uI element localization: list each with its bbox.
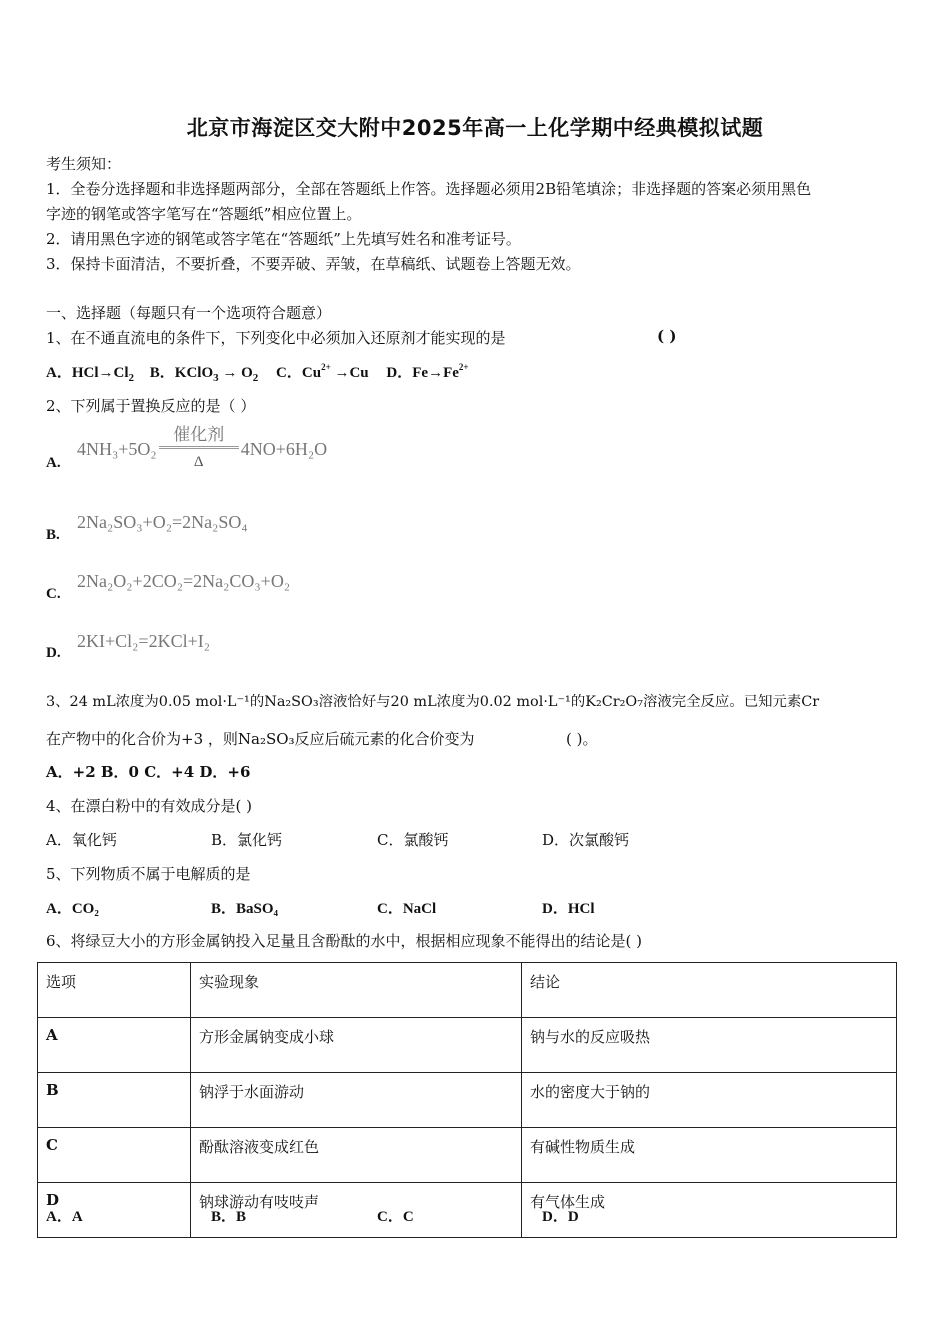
q2-a-heat: Δ (193, 454, 204, 470)
table-cell: B (38, 1073, 191, 1128)
q6-option-b: B．B (211, 1209, 247, 1225)
q5-option-b: B．BaSO₄ (211, 901, 279, 917)
q3-stem-line-2: 在产物中的化合价为+3 ，则Na₂SO₃反应后硫元素的化合价变为 (46, 730, 475, 748)
table-row (38, 1018, 897, 1073)
notice-heading: 考生须知： (46, 155, 122, 173)
q1-b-text: KClO (174, 365, 214, 381)
q5-stem: 5、下列物质不属于电解质的是 (46, 865, 251, 883)
table-cell: A (38, 1018, 191, 1073)
q1-d-label: D． (386, 365, 413, 381)
notice-line-1b: 字迹的钢笔或答字笔写在“答题纸”相应位置上。 (46, 205, 362, 223)
q1-b-sub2: 2 (252, 372, 259, 384)
table-cell: D (38, 1183, 191, 1238)
q6-option-c: C．C (377, 1209, 414, 1225)
header-cell-option: 选项 (38, 963, 191, 1018)
page-title: 北京市海淀区交大附中2025年高一上化学期中经典模拟试题 (186, 116, 764, 140)
q2-a-condition (159, 424, 239, 475)
q2-d-equation: 2KI+Cl₂=2KCl+I₂ (77, 631, 211, 651)
q1-b-sub1: 3 (213, 372, 219, 384)
table-row (38, 1183, 897, 1238)
q1-b-text2: → O (218, 365, 253, 381)
header-cell-conclusion: 结论 (522, 963, 897, 1018)
table-cell: 钠浮于水面游动 (191, 1073, 522, 1128)
table-header-row (38, 963, 897, 1018)
table-cell: 方形金属钠变成小球 (191, 1018, 522, 1073)
notice-line-1a: 1．全卷分选择题和非选择题两部分，全部在答题纸上作答。选择题必须用2B铅笔填涂；非选择题的答案必须用黑色 (46, 180, 812, 198)
q2-a-equation (77, 424, 327, 475)
q4-option-c: C．氯酸钙 (377, 831, 449, 849)
q2-a-left: 4NH₃+5O₂ (77, 439, 157, 459)
q1-a-text: HCl→Cl (71, 365, 129, 381)
q4-stem: 4、在漂白粉中的有效成分是( ) (46, 797, 253, 815)
table-cell: 有碱性物质生成 (522, 1128, 897, 1183)
table-row (38, 1128, 897, 1183)
q2-c-label: C. (46, 586, 61, 602)
table-row (38, 1073, 897, 1128)
q1-d-text: Fe→Fe (412, 365, 459, 381)
q2-stem: 2、下列属于置换反应的是（ ） (46, 397, 256, 415)
q1-c-text: Cu (301, 365, 322, 381)
notice-line-2: 2．请用黑色字迹的钢笔或答字笔在“答题纸”上先填写姓名和准考证号。 (46, 230, 521, 248)
table-cell: 水的密度大于钠的 (522, 1073, 897, 1128)
q4-option-a: A．氧化钙 (46, 831, 117, 849)
q3-paren: ( )。 (566, 730, 598, 748)
experiment-table (37, 962, 897, 1238)
q1-a-sub: 2 (128, 372, 135, 384)
table-cell: 钠球游动有吱吱声 (191, 1183, 522, 1238)
notice-line-3: 3．保持卡面清洁，不要折叠，不要弄破、弄皱，在草稿纸、试题卷上答题无效。 (46, 255, 581, 273)
q6-stem: 6、将绿豆大小的方形金属钠投入足量且含酚酞的水中，根据相应现象不能得出的结论是( ) (46, 932, 643, 950)
q3-options: A．+2 B．0 C．+4 D．+6 (46, 763, 251, 781)
q1-c-text2: →Cu (330, 365, 369, 381)
q2-b-equation: 2Na₂SO₃+O₂=2Na₂SO₄ (77, 512, 248, 532)
q1-c-label: C． (276, 365, 302, 381)
table-cell: C (38, 1128, 191, 1183)
q6-option-a: A．A (46, 1209, 83, 1225)
q5-option-d: D．HCl (542, 901, 595, 917)
q5-option-c: C．NaCl (377, 901, 437, 917)
table-cell: 有气体生成 (522, 1183, 897, 1238)
q1-d-sup: 2+ (458, 362, 469, 372)
q2-a-label: A. (46, 455, 61, 471)
section-heading: 一、选择题（每题只有一个选项符合题意） (46, 304, 332, 322)
q2-a-right: 4NO+6H₂O (240, 439, 328, 459)
q2-b-label: B. (46, 527, 60, 543)
q1-c-sup: 2+ (321, 362, 331, 372)
q2-d-label: D. (46, 645, 61, 661)
table-cell: 钠与水的反应吸热 (522, 1018, 897, 1073)
q1-paren: ( ) (657, 327, 677, 345)
q2-c-equation: 2Na₂O₂+2CO₂=2Na₂CO₃+O₂ (77, 571, 291, 591)
q3-stem-line-1: 3、24 mL浓度为0.05 mol·L⁻¹的Na₂SO₃溶液恰好与20 mL浓度为0.02 mol·L⁻¹的K₂Cr₂O₇溶液完全反应。已知元素Cr (46, 694, 820, 710)
q4-option-b: B．氯化钙 (211, 831, 283, 849)
table-cell: 酚酞溶液变成红色 (191, 1128, 522, 1183)
q1-b-label: B． (149, 365, 175, 381)
q1-options (46, 361, 469, 384)
q1-a-label: A． (46, 365, 72, 381)
header-cell-phenomenon: 实验现象 (191, 963, 522, 1018)
q1-stem: 1、在不通直流电的条件下，下列变化中必须加入还原剂才能实现的是 (46, 329, 506, 347)
q2-a-catalyst: 催化剂 (173, 425, 225, 445)
q5-option-a: A．CO₂ (46, 901, 99, 917)
q4-option-d: D．次氯酸钙 (542, 831, 630, 849)
q6-option-d: D．D (542, 1209, 579, 1225)
